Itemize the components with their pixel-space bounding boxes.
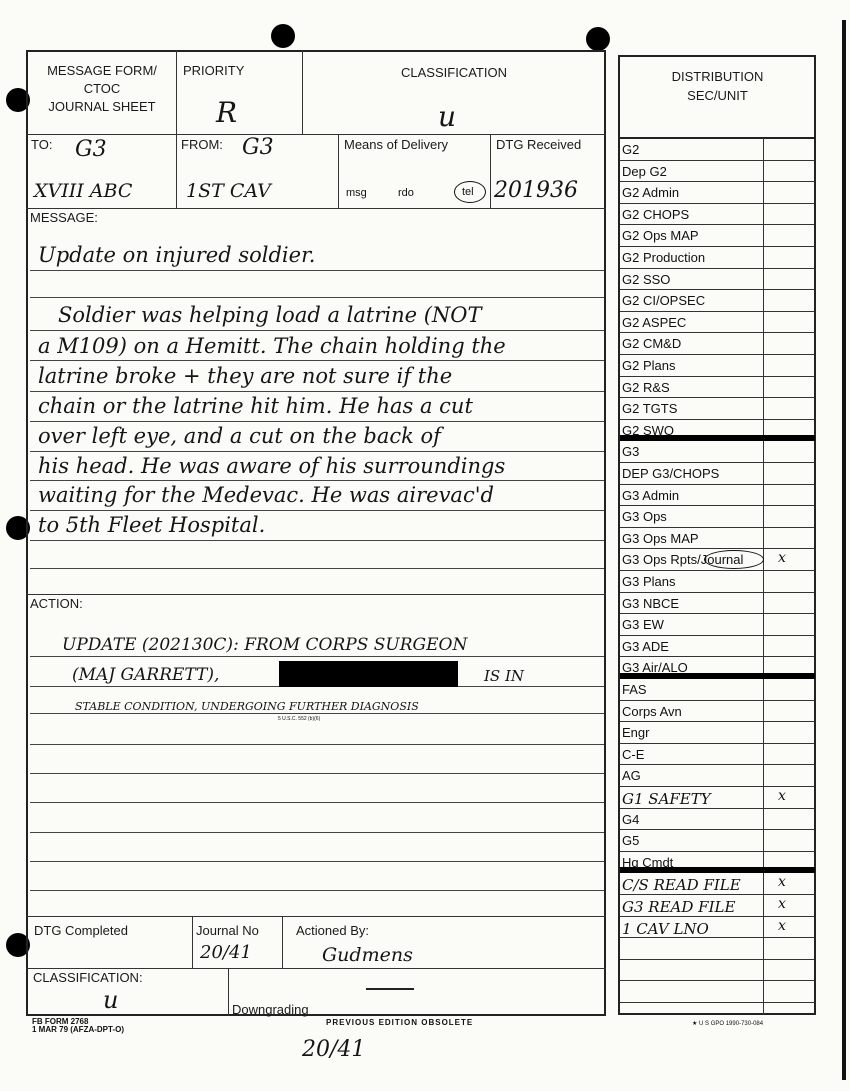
divider (26, 968, 606, 969)
distribution-row (620, 204, 815, 226)
means-rdo: rdo (398, 187, 414, 199)
ruled-line (30, 360, 604, 361)
to-value: G3 (75, 137, 107, 162)
divider (26, 134, 606, 135)
divider (176, 50, 177, 134)
ruled-line (30, 270, 604, 271)
distribution-unit: G3 ADE (622, 638, 669, 654)
distribution-unit: AG (622, 768, 641, 784)
distribution-unit: Engr (622, 725, 650, 741)
classification-value: u (438, 100, 457, 133)
distribution-unit: Dep G2 (622, 163, 667, 179)
distribution-unit: G3 Air/ALO (622, 660, 688, 676)
distribution-row (620, 593, 815, 615)
distribution-unit: 1 CAV LNO (622, 919, 709, 938)
message-line: a M109) on a Hemitt. The chain holding the (38, 334, 506, 358)
distribution-unit: G2 CHOPS (622, 206, 690, 222)
distribution-unit: DEP G3/CHOPS (622, 466, 720, 481)
ruled-line (30, 773, 604, 774)
distribution-row (620, 528, 815, 550)
distribution-unit: G3 Plans (622, 574, 676, 589)
ruled-line (30, 297, 604, 298)
punch-hole-top-right (586, 27, 610, 51)
ruled-line (30, 421, 604, 422)
distribution-unit: G2 Ops MAP (622, 228, 699, 244)
distribution-row (620, 182, 815, 204)
distribution-mark: x (778, 874, 786, 891)
distribution-unit: G3 Ops MAP (622, 530, 699, 546)
divider (282, 916, 283, 968)
distribution-row (620, 744, 815, 766)
distribution-row (620, 312, 815, 334)
signature-underline (366, 988, 414, 990)
distribution-unit: C/S READ FILE (622, 876, 741, 895)
ruled-line (30, 540, 604, 541)
redaction-note: 5 U.S.C. 552 (b)(6) (278, 716, 321, 722)
distribution-mark: x (778, 788, 786, 804)
distribution-row (620, 765, 815, 787)
distribution-unit: G1 SAFETY (622, 790, 711, 808)
distribution-row (620, 701, 815, 723)
distribution-row (620, 377, 815, 399)
distribution-row (620, 398, 815, 420)
ruled-line (30, 451, 604, 452)
distribution-unit: G3 READ FILE (622, 898, 736, 916)
divider (192, 916, 193, 968)
message-line: Update on injured soldier. (38, 243, 316, 267)
previous-edition-note: PREVIOUS EDITION OBSOLETE (326, 1018, 474, 1027)
distribution-mark: x (778, 550, 786, 567)
distribution-row (620, 463, 815, 485)
ruled-line (30, 890, 604, 891)
distribution-row (620, 917, 815, 939)
distribution-unit: G5 (622, 833, 640, 849)
action-line: IS IN (484, 667, 525, 685)
redaction-block (279, 661, 458, 687)
distribution-row (620, 636, 815, 658)
journal-no-label: Journal No (196, 923, 259, 938)
ruled-line (30, 713, 604, 714)
distribution-unit: Corps Avn (622, 703, 682, 719)
action-label: ACTION: (30, 596, 83, 611)
downgrading-label: Downgrading (232, 1002, 309, 1017)
action-line: (MAJ GARRETT), (72, 665, 220, 685)
ruled-line (30, 656, 604, 657)
ruled-line (30, 330, 604, 331)
message-line: waiting for the Medevac. He was airevac'd (38, 483, 494, 507)
distribution-unit: G2 CM&D (622, 336, 682, 352)
distribution-unit: G4 (622, 811, 640, 827)
distribution-row (620, 485, 815, 507)
punch-hole-top-left (271, 24, 295, 48)
distribution-unit: G2 TGTS (622, 401, 678, 417)
action-line: UPDATE (202130C): FROM CORPS SURGEON (62, 635, 468, 655)
distribution-unit: G2 (622, 142, 640, 157)
distribution-row (620, 787, 815, 809)
distribution-row (620, 895, 815, 917)
distribution-row (620, 225, 815, 247)
dtg-received-label: DTG Received (496, 137, 582, 152)
divider (228, 968, 229, 1016)
divider (26, 208, 606, 209)
distribution-unit: G3 (622, 444, 640, 460)
priority-value: R (216, 96, 238, 129)
distribution-unit: G2 Admin (622, 185, 680, 201)
distribution-unit: G2 CI/OPSEC (622, 293, 706, 309)
journal-no-value: 20/41 (200, 942, 252, 963)
distribution-row (620, 960, 815, 982)
distribution-row (620, 722, 815, 744)
actioned-by-signature: Gudmens (322, 944, 413, 966)
message-line: latrine broke + they are not sure if the (38, 364, 453, 388)
from-unit: 1ST CAV (186, 180, 271, 202)
message-line: Soldier was helping load a latrine (NOT (58, 303, 482, 327)
divider (26, 594, 606, 595)
divider (302, 50, 303, 134)
distribution-row (620, 355, 815, 377)
from-value: G3 (242, 135, 274, 160)
distribution-unit: G2 R&S (622, 379, 670, 395)
divider (26, 916, 606, 917)
ruled-line (30, 391, 604, 392)
distribution-mark: x (778, 917, 786, 934)
distribution-unit: G2 Production (622, 250, 706, 265)
distribution-row (620, 938, 815, 960)
distribution-unit: C-E (622, 746, 645, 762)
classification-footer-label: CLASSIFICATION: (33, 970, 143, 985)
message-line: over left eye, and a cut on the back of (38, 424, 441, 448)
distribution-unit: G3 Admin (622, 487, 680, 503)
from-label: FROM: (181, 137, 223, 152)
actioned-by-label: Actioned By: (296, 923, 369, 938)
distribution-unit: G3 EW (622, 617, 664, 633)
ruled-line (30, 510, 604, 511)
distribution-unit: FAS (622, 682, 647, 697)
distribution-unit: G2 Plans (622, 358, 676, 373)
distribution-row (620, 139, 815, 161)
distribution-row (620, 873, 815, 895)
distribution-unit: G3 NBCE (622, 595, 680, 611)
form-title: MESSAGE FORM/ CTOC JOURNAL SHEET (47, 63, 157, 114)
ruled-line (30, 802, 604, 803)
gpo-note: ★ U S GPO 1990-730-084 (692, 1021, 764, 1027)
divider (490, 134, 491, 208)
ruled-line (30, 480, 604, 481)
distribution-row (620, 161, 815, 183)
distribution-unit: Hq Cmdt (622, 854, 674, 870)
distribution-row (620, 571, 815, 593)
dtg-received-value: 201936 (494, 178, 578, 203)
distribution-unit: G3 Ops Rpts/Journal (622, 552, 744, 568)
message-line: to 5th Fleet Hospital. (38, 513, 266, 537)
distribution-row (620, 247, 815, 269)
to-label: TO: (31, 137, 53, 152)
distribution-title: DISTRIBUTION SEC/UNIT (671, 69, 764, 103)
dtg-completed-label: DTG Completed (34, 923, 128, 938)
distribution-row (620, 981, 815, 1003)
distribution-unit: G3 Ops (622, 509, 667, 525)
ruled-line (30, 744, 604, 745)
message-label: MESSAGE: (30, 210, 98, 225)
distribution-row (620, 333, 815, 355)
page-mark: 20/41 (302, 1037, 366, 1062)
distribution-unit: G2 ASPEC (622, 314, 687, 330)
scan-edge (842, 20, 846, 1080)
means-selected-circle (454, 181, 486, 203)
ruled-line (30, 568, 604, 569)
distribution-row (620, 420, 815, 442)
distribution-row (620, 852, 815, 874)
classification-label: CLASSIFICATION (401, 65, 507, 80)
means-msg: msg (346, 187, 367, 199)
distribution-row (620, 657, 815, 679)
ruled-line (30, 861, 604, 862)
distribution-unit: G2 SWO (622, 422, 675, 438)
to-unit: XVIII ABC (34, 180, 133, 202)
distribution-row (620, 679, 815, 701)
journal-circle (704, 550, 764, 569)
distribution-row (620, 614, 815, 636)
message-line: chain or the latrine hit him. He has a cut (38, 394, 473, 418)
ruled-line (30, 832, 604, 833)
means-label: Means of Delivery (344, 137, 449, 152)
distribution-row (620, 830, 815, 852)
distribution-row (620, 441, 815, 463)
distribution-row (620, 269, 815, 291)
distribution-mark: x (778, 896, 786, 912)
distribution-row (620, 809, 815, 831)
distribution-row (620, 290, 815, 312)
message-line: his head. He was aware of his surroundings (38, 454, 506, 478)
form-number: FB FORM 2768 1 MAR 79 (AFZA-DPT-O) (32, 1017, 124, 1034)
divider (338, 134, 339, 208)
distribution-row (620, 506, 815, 528)
classification-footer-value: u (103, 986, 119, 1014)
divider (176, 134, 177, 208)
distribution-row (620, 549, 815, 571)
priority-label: PRIORITY (183, 63, 245, 78)
action-line: STABLE CONDITION, UNDERGOING FURTHER DIAGNOSIS (75, 700, 419, 713)
distribution-unit: G2 SSO (622, 271, 671, 287)
means-tel: tel (462, 186, 474, 198)
